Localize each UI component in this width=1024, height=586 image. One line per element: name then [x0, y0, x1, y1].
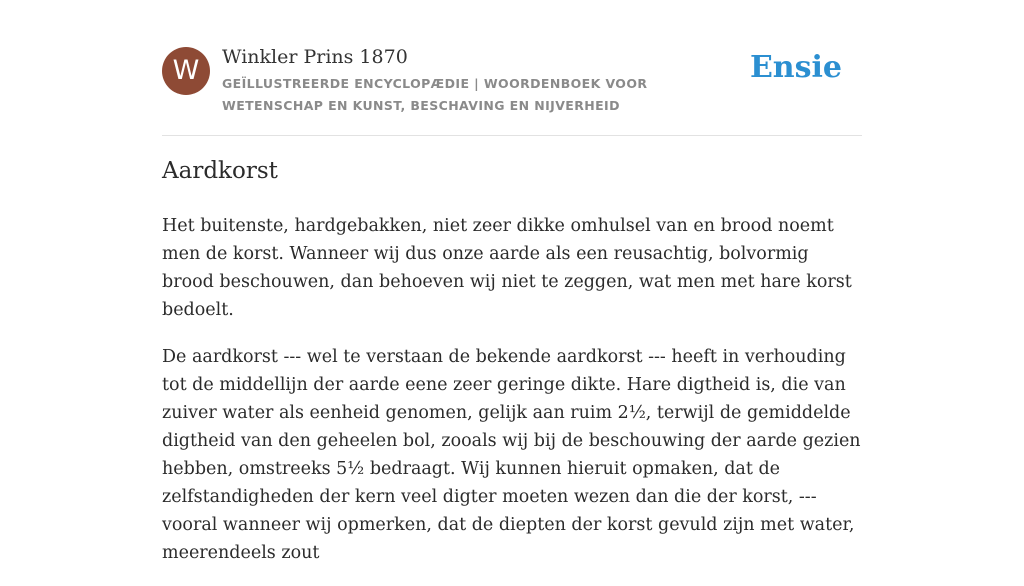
source-subtitle: GEÏLLUSTREERDE ENCYCLOPÆDIE | WOORDENBOEK VOOR WETENSCHAP EN KUNST, BESCHAVING EN NIJVERHEID [222, 76, 648, 113]
entry-title: Aardkorst [162, 158, 278, 184]
source-avatar[interactable]: W [162, 47, 210, 95]
entry-body [162, 212, 862, 586]
source-title[interactable]: Winkler Prins 1870 [222, 46, 408, 68]
page-container [162, 0, 862, 563]
brand-logo-link[interactable]: Ensie [749, 50, 842, 85]
source-header [162, 0, 862, 136]
entry-paragraph: De aardkorst --- wel te verstaan de bekende aardkorst --- heeft in verhouding tot de middellijn der aarde eene zeer geringe dikte. Hare digtheid is, die van zuiver water als eenheid genomen, gelijk aan ruim 2½, terwijl de gemiddelde digtheid van den geheelen bol, zooals wij bij de beschouwing der aarde gezien hebben, omstreeks 5½ bedraagt. Wij kunnen hieruit opmaken, dat de zelfstandigheden der kern veel digter moeten wezen dan die der korst, --- vooral wanneer wij opmerken, dat de diepten der korst gevuld zijn met water, meerendeels zout [162, 347, 861, 563]
entry-paragraph: Het buitenste, hardgebakken, niet zeer dikke omhulsel van en brood noemt men de korst. Wanneer wij dus onze aarde als een reusachtig, bolvormig brood beschouwen, dan behoeven wij niet te zeggen, wat men met hare korst bedoelt. [162, 216, 852, 320]
